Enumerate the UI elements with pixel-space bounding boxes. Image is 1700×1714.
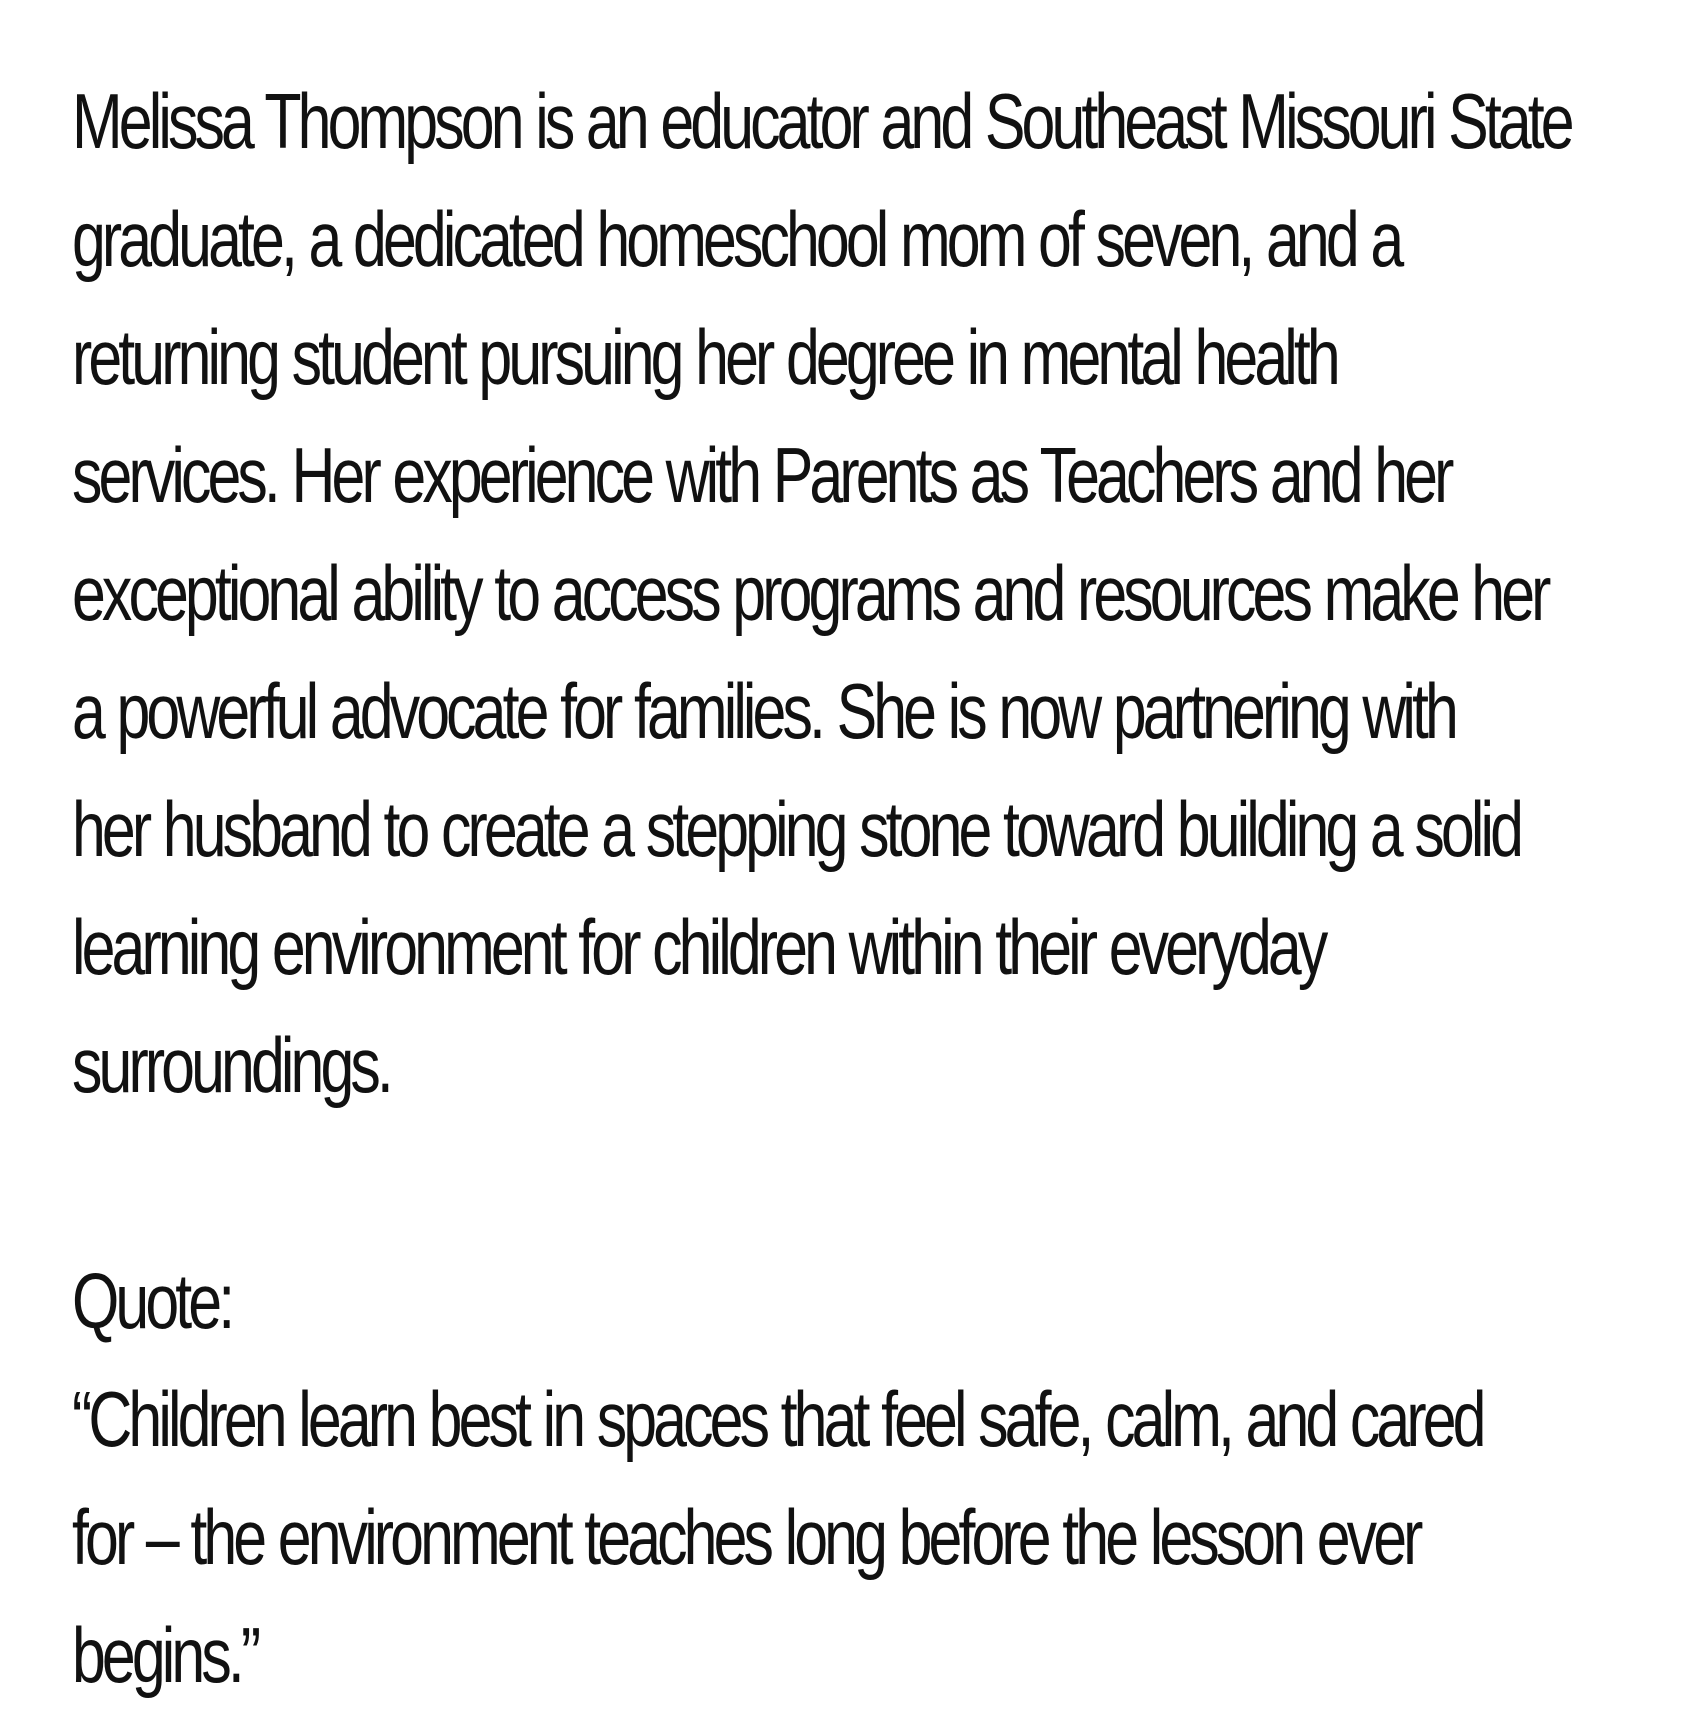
bio-line: a powerful advocate for families. She is now partnering with bbox=[72, 667, 1455, 755]
bio-line: learning environment for children within their everyday bbox=[72, 903, 1325, 991]
bio-paragraph bbox=[72, 62, 1672, 1124]
quote-line: “Children learn best in spaces that feel safe, calm, and cared bbox=[72, 1375, 1483, 1463]
bio-line: Melissa Thompson is an educator and Southeast Missouri State bbox=[72, 77, 1571, 165]
bio-line: surroundings. bbox=[72, 1021, 390, 1109]
bio-line: graduate, a dedicated homeschool mom of seven, and a bbox=[72, 195, 1401, 283]
bio-line: exceptional ability to access programs and resources make her bbox=[72, 549, 1548, 637]
bio-line: returning student pursuing her degree in mental health bbox=[72, 313, 1337, 401]
bio-line: services. Her experience with Parents as Teachers and her bbox=[72, 431, 1451, 519]
quote-label: Quote: bbox=[72, 1257, 232, 1345]
bio-line: her husband to create a stepping stone toward building a solid bbox=[72, 785, 1521, 873]
quote-line: begins.” bbox=[72, 1611, 258, 1699]
paragraph-gap bbox=[72, 1124, 1672, 1242]
quote-line: for – the environment teaches long before the lesson ever bbox=[72, 1493, 1420, 1581]
document-body bbox=[72, 62, 1672, 1714]
quote-block bbox=[72, 1242, 1672, 1714]
